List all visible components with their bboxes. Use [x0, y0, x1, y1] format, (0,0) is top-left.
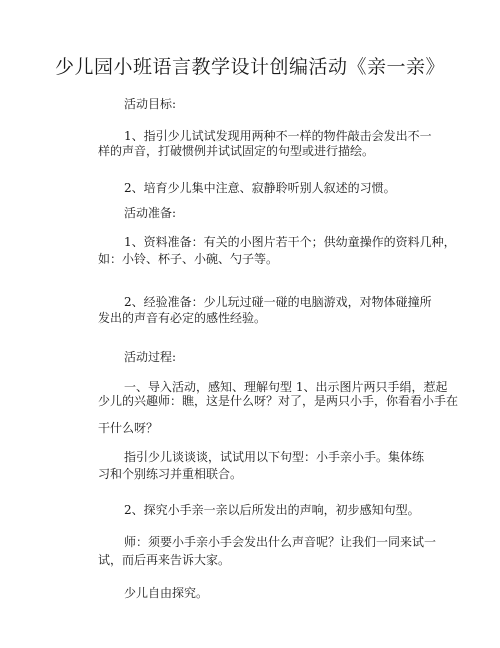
paragraph-line: 样的声音，打破惯例并试试固定的句型或进行描绘。 — [98, 144, 375, 158]
section-heading-process: 活动过程: — [124, 350, 177, 364]
paragraph-line: 1、资料准备：有关的小图片若干个；供幼童操作的资料几种， — [124, 235, 456, 249]
section-heading-preparation: 活动准备: — [124, 206, 177, 220]
document-title: 少儿园小班语言教学设计创编活动《亲一亲》 — [54, 56, 445, 78]
paragraph-line: 少儿的兴趣师：瞧，这是什么呀？对了，是两只小手，你看看小手在 — [98, 394, 459, 408]
paragraph-line: 2、探究小手亲一亲以后所发出的声响，初步感知句型。 — [124, 503, 420, 517]
paragraph-line: 一、导入活动，感知、理解句型 1、出示图片两只手绢，惹起 — [124, 380, 448, 394]
paragraph-line: 少儿自由探究。 — [124, 586, 209, 600]
section-heading-goals: 活动目标: — [124, 97, 177, 111]
paragraph-line: 干什么呀？ — [98, 421, 159, 435]
paragraph-line: 师：须要小手亲小手会发出什么声音呢？让我们一同来试一 — [124, 535, 437, 549]
paragraph-line: 如：小铃、杯子、小碗、勺子等。 — [98, 252, 279, 266]
paragraph-line: 2、经验准备：少儿玩过碰一碰的电脑游戏，对物体碰撞所 — [124, 295, 432, 309]
paragraph-line: 2、培育少儿集中注意、寂静聆听别人叙述的习惯。 — [124, 181, 396, 195]
paragraph-line: 指引少儿谈谈谈，试试用以下句型：小手亲小手。集体练 — [124, 450, 425, 464]
paragraph-line: 习和个别练习并重相联合。 — [98, 467, 243, 481]
paragraph-line: 试，而后再来告诉大家。 — [98, 553, 231, 567]
paragraph-line: 发出的声音有必定的感性经验。 — [98, 311, 267, 325]
paragraph-line: 1、指引少儿试试发现用两种不一样的物件敲击会发出不一 — [124, 129, 432, 143]
